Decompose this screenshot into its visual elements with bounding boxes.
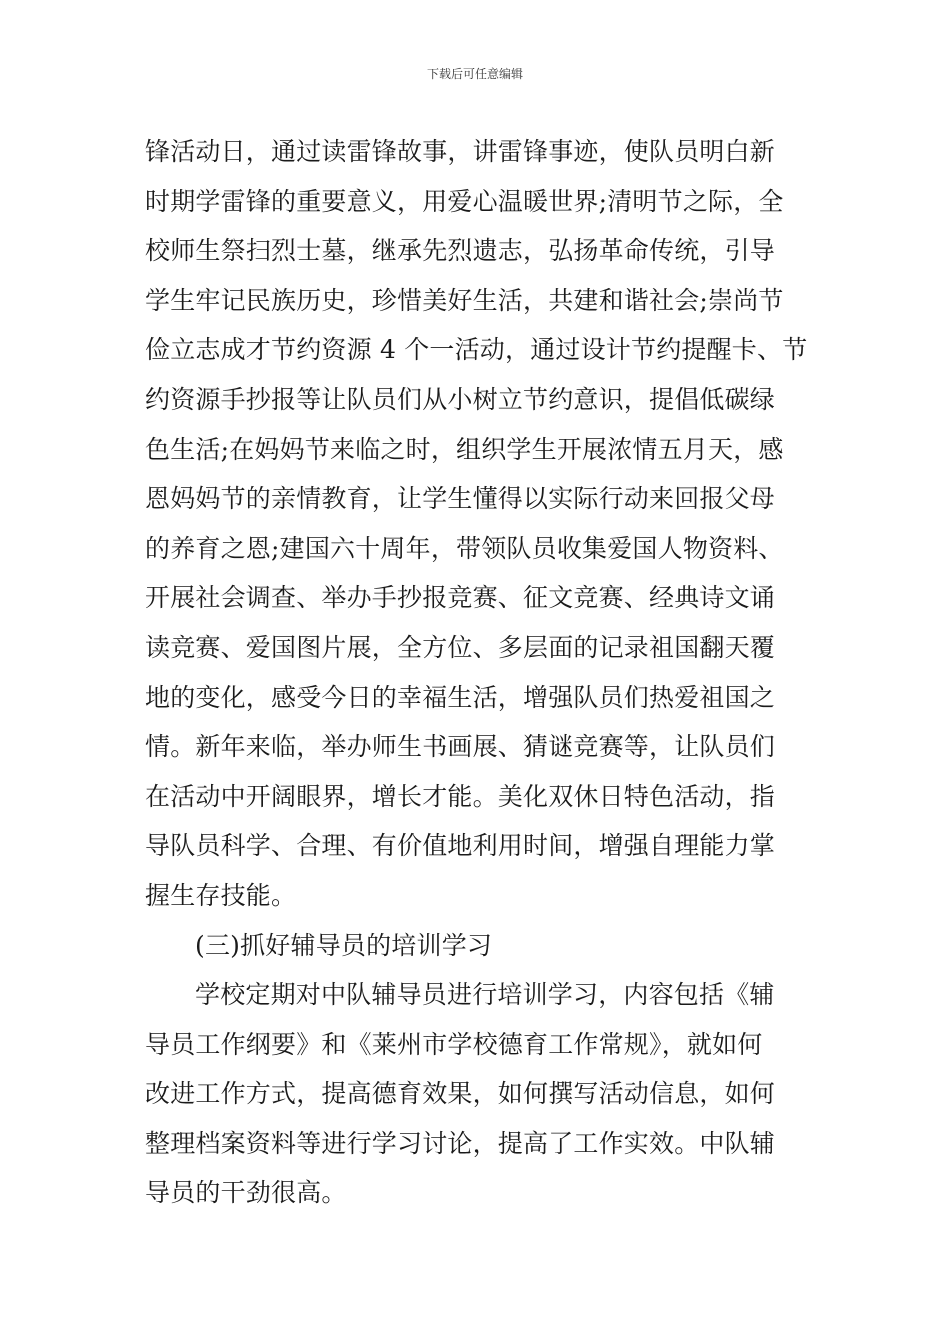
paragraph-line: 整理档案资料等进行学习讨论，提高了工作实效。中队辅 — [145, 1128, 776, 1158]
section-heading: (三)抓好辅导员的培训学习 — [195, 930, 493, 960]
paragraph-line: 恩妈妈节的亲情教育，让学生懂得以实际行动来回报父母 — [145, 484, 776, 514]
paragraph-line: 情。新年来临，举办师生书画展、猜谜竞赛等，让队员们 — [145, 732, 776, 762]
paragraph-line: 在活动中开阔眼界，增长才能。美化双休日特色活动，指 — [145, 781, 776, 811]
paragraph-line: 开展社会调查、举办手抄报竞赛、征文竞赛、经典诗文诵 — [145, 583, 776, 613]
page-header: 下载后可任意编辑 — [426, 67, 523, 81]
paragraph-line: 导员工作纲要》和《莱州市学校德育工作常规》，就如何 — [145, 1029, 763, 1059]
paragraph-line: 地的变化，感受今日的幸福生活，增强队员们热爱祖国之 — [145, 682, 776, 712]
paragraph-line: 校师生祭扫烈士墓，继承先烈遗志，弘扬革命传统，引导 — [145, 236, 776, 266]
paragraph-line: 锋活动日，通过读雷锋故事，讲雷锋事迹，使队员明白新 — [145, 137, 776, 166]
paragraph-line: 读竞赛、爱国图片展，全方位、多层面的记录祖国翻天覆 — [145, 632, 776, 662]
paragraph-line: 色生活;在妈妈节来临之时，组织学生开展浓情五月天，感 — [145, 434, 784, 464]
paragraph-line: 时期学雷锋的重要意义，用爱心温暖世界;清明节之际，全 — [145, 186, 784, 216]
paragraph-line: 导队员科学、合理、有价值地利用时间，增强自理能力掌 — [145, 831, 776, 861]
paragraph-line: 握生存技能。 — [145, 880, 297, 910]
paragraph-line: 的养育之恩;建国六十周年，带领队员收集爱国人物资料、 — [145, 533, 784, 563]
paragraph-line: 改进工作方式，提高德育效果，如何撰写活动信息，如何 — [145, 1079, 776, 1109]
paragraph-line: 学生牢记民族历史，珍惜美好生活，共建和谐社会;崇尚节 — [145, 285, 784, 315]
paragraph-line: 导员的干劲很高。 — [145, 1178, 347, 1208]
paragraph-line: 约资源手抄报等让队员们从小树立节约意识，提倡低碳绿 — [145, 384, 776, 414]
paragraph-line: 学校定期对中队辅导员进行培训学习，内容包括《辅 — [195, 980, 775, 1010]
document-body — [145, 127, 810, 1218]
paragraph-line: 俭立志成才节约资源 4 个一活动，通过设计节约提醒卡、节 — [145, 335, 808, 365]
